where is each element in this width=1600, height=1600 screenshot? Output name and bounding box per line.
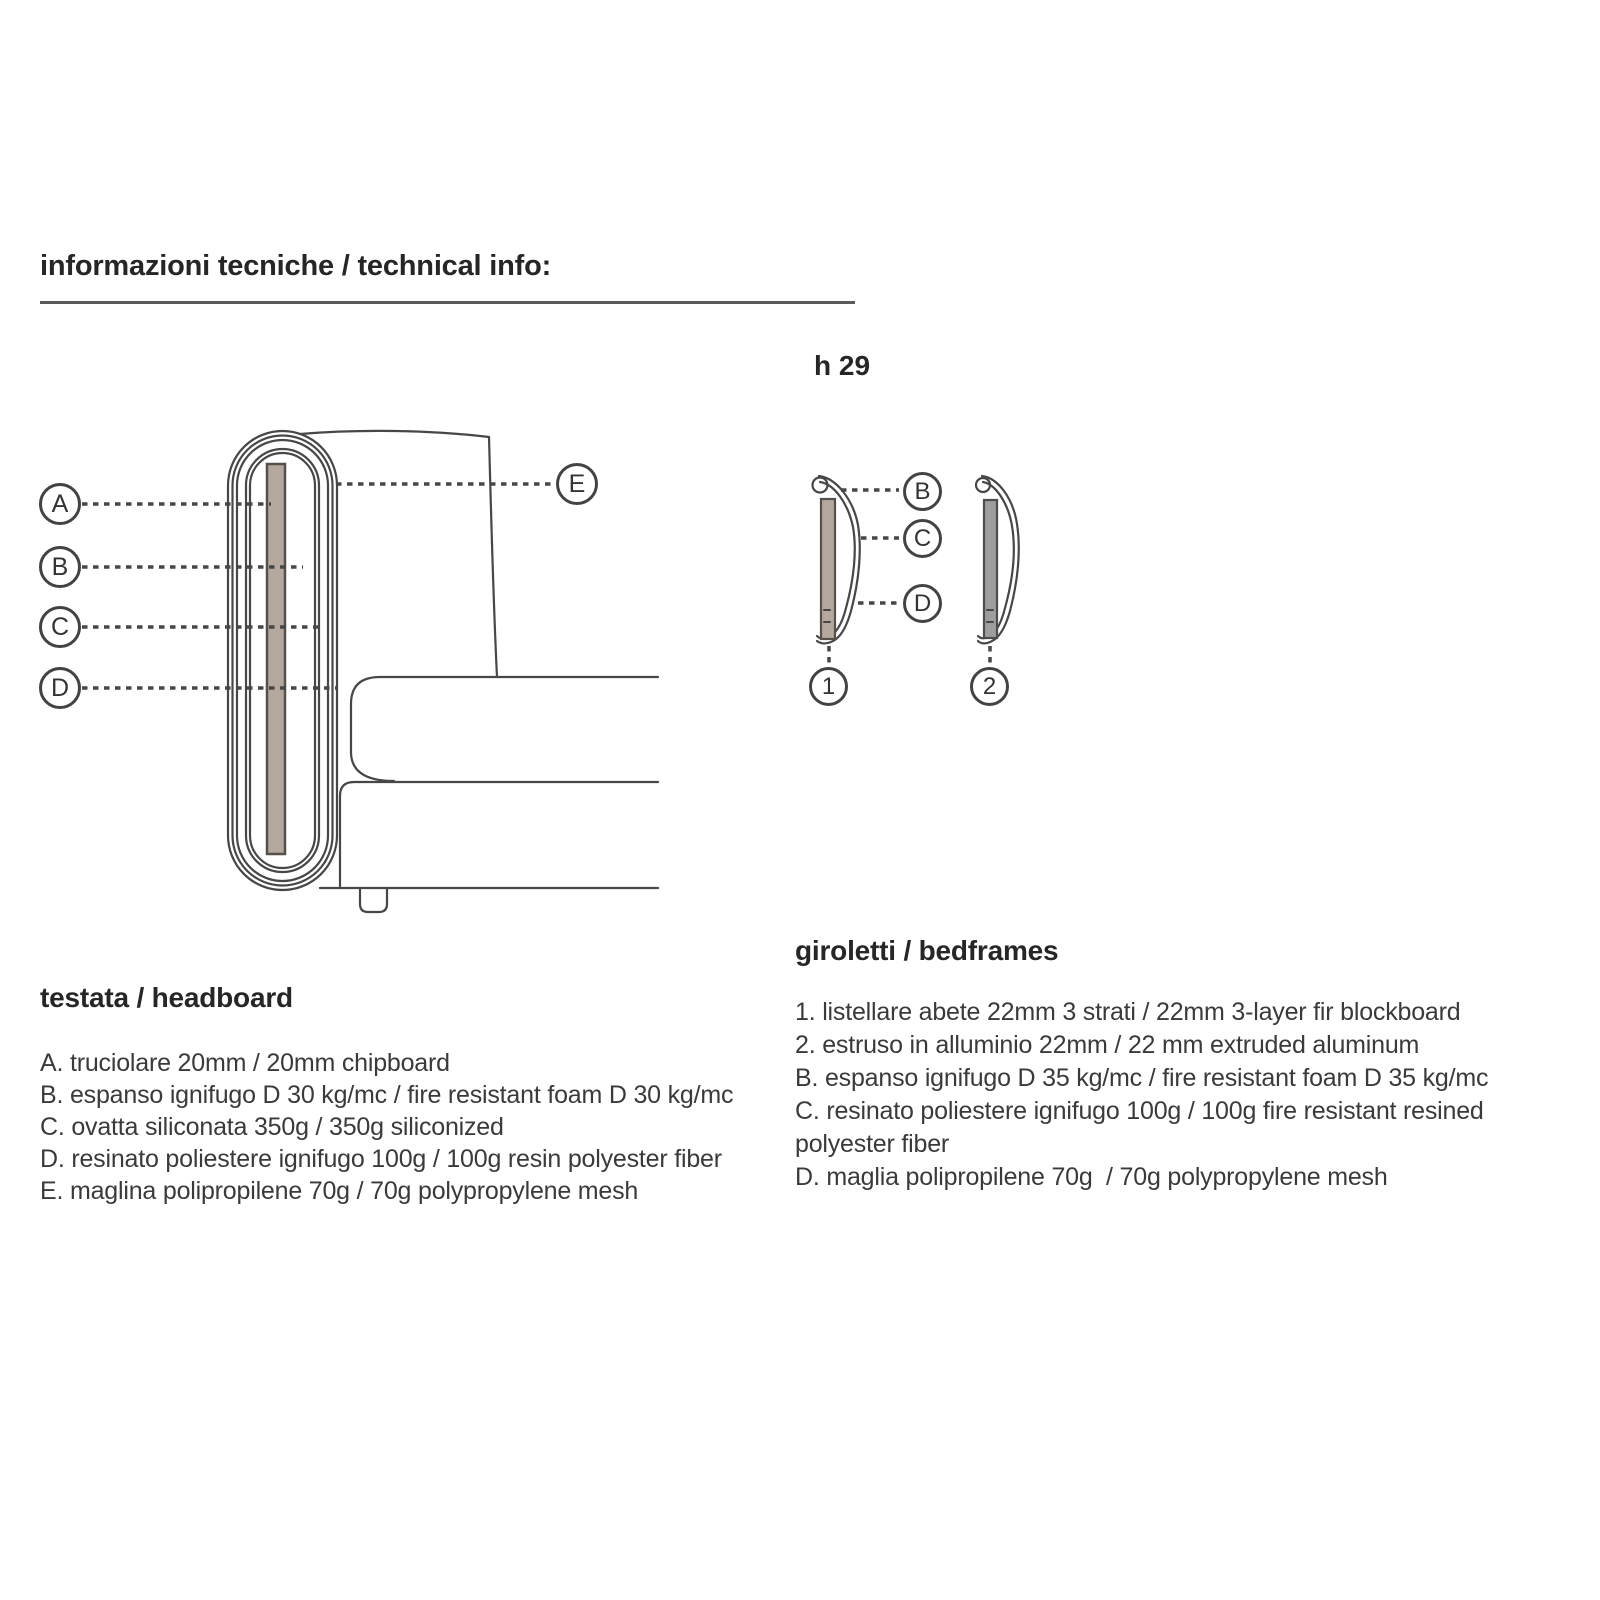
page-title: informazioni tecniche / technical info: bbox=[40, 250, 552, 282]
frame-number-circle-1: 1 bbox=[809, 667, 848, 706]
height-label: h 29 bbox=[814, 350, 871, 381]
list-item: C. ovatta siliconata 350g / 350g siliconized bbox=[40, 1113, 504, 1141]
label-circle-b: B bbox=[39, 546, 81, 588]
title-underline bbox=[40, 301, 855, 304]
bedframe-1-board bbox=[821, 499, 835, 639]
list-item: C. resinato poliestere ignifugo 100g / 100g fire resistant resined polyester fiber bbox=[795, 1097, 1491, 1158]
label-circle-d: D bbox=[39, 667, 81, 709]
frame-label-circle-c: C bbox=[903, 519, 942, 558]
list-item: B. espanso ignifugo D 30 kg/mc / fire resistant foam D 30 kg/mc bbox=[40, 1081, 734, 1109]
frame-label-circle-b: B bbox=[903, 472, 942, 511]
headboard-section bbox=[40, 982, 785, 1207]
headboard-board bbox=[267, 464, 285, 854]
headboard-list bbox=[40, 1047, 785, 1207]
bedframes-list bbox=[795, 996, 1580, 1194]
list-item: A. truciolare 20mm / 20mm chipboard bbox=[40, 1049, 450, 1077]
bedframes-section bbox=[795, 935, 1580, 1194]
list-item: E. maglina polipropilene 70g / 70g polypropylene mesh bbox=[40, 1177, 639, 1205]
frame-number-circle-2: 2 bbox=[970, 667, 1009, 706]
headboard-heading: testata / headboard bbox=[40, 982, 293, 1013]
list-item: D. maglia polipropilene 70g / 70g polypropylene mesh bbox=[795, 1163, 1388, 1191]
list-item: 2. estruso in alluminio 22mm / 22 mm extruded aluminum bbox=[795, 1031, 1420, 1059]
bedframe-2-board bbox=[984, 500, 997, 638]
label-circle-a: A bbox=[39, 483, 81, 525]
list-item: 1. listellare abete 22mm 3 strati / 22mm 3-layer fir blockboard bbox=[795, 998, 1461, 1026]
frame-label-circle-d: D bbox=[903, 584, 942, 623]
label-circle-e: E bbox=[556, 463, 598, 505]
bedframes-heading: giroletti / bedframes bbox=[795, 935, 1059, 966]
list-item: B. espanso ignifugo D 35 kg/mc / fire resistant foam D 35 kg/mc bbox=[795, 1064, 1489, 1092]
list-item: D. resinato poliestere ignifugo 100g / 100g resin polyester fiber bbox=[40, 1145, 722, 1173]
label-circle-c: C bbox=[39, 606, 81, 648]
